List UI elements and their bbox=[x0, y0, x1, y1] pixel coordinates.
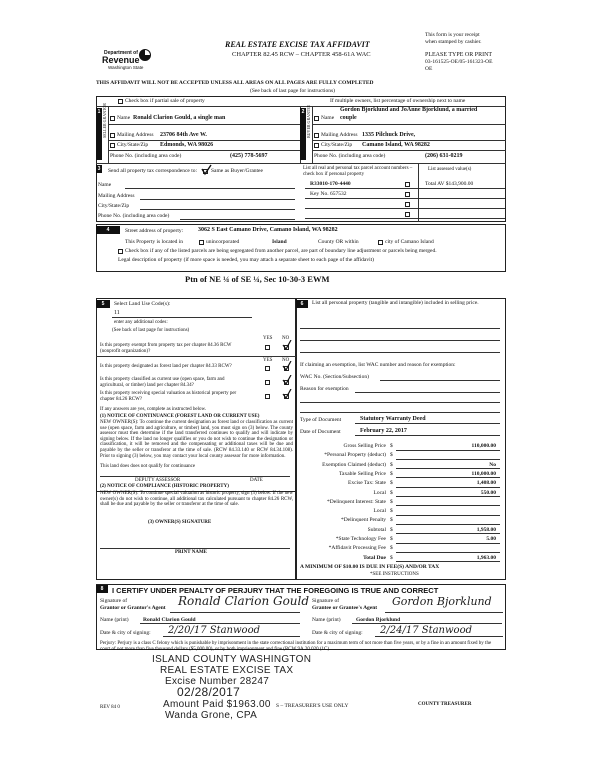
key-number: Key No. 657532 bbox=[310, 191, 347, 197]
stamp-line-2: REAL ESTATE EXCISE TAX bbox=[160, 665, 294, 676]
sale-row-currency: $ bbox=[390, 517, 393, 524]
street-label: Street address of property: bbox=[125, 228, 184, 234]
personal-property-label: List all personal property (tangible and intangible) included in selling price. bbox=[312, 300, 479, 306]
not-accepted-notice: THIS AFFIDAVIT WILL NOT BE ACCEPTED UNLESS ALL AREAS ON ALL PAGES ARE FULLY COMPLETED bbox=[96, 80, 374, 86]
grantor-sig-label-2: Grantor or Grantor's Agent bbox=[100, 605, 166, 611]
corr-phone-label: Phone No. (including area code) bbox=[98, 213, 170, 219]
seller-city-label: City/State/Zip bbox=[117, 142, 149, 148]
grantor-date-city: 2/20/17 Stanwood bbox=[168, 625, 261, 636]
compliance-text: NEW OWNER(S): To continue special valuation as historic property, sign (3) below. If the new owner(s) do not wish to continue, all additional tax calculated pursuant to chapter 84.26 RCW, shall be due and payable by the seller or transferor at the time of sale. bbox=[100, 491, 293, 508]
seller-city: Edmonds, WA 98026 bbox=[160, 142, 214, 148]
seller-mailing-label: Mailing Address bbox=[117, 132, 154, 138]
located-label: This Property is located in bbox=[125, 239, 184, 245]
sale-row-value: 5.00 bbox=[486, 536, 496, 542]
same-as-buyer-label: Same as Buyer/Grantee bbox=[211, 168, 263, 174]
sale-row-currency: $ bbox=[390, 452, 393, 459]
sale-row-currency: $ bbox=[390, 461, 393, 468]
county-name: Island bbox=[272, 239, 287, 245]
unincorporated-label: unincorporated bbox=[206, 239, 240, 245]
forest-question: Is this property designated as forest land per chapter 84.33 RCW? bbox=[100, 364, 232, 369]
sale-row-value: 1,408.00 bbox=[476, 480, 496, 487]
buyer-mailing-label: Mailing Address bbox=[321, 132, 358, 138]
partial-sale-checkbox[interactable] bbox=[118, 99, 123, 104]
form-title: REAL ESTATE EXCISE TAX AFFIDAVIT bbox=[225, 40, 370, 49]
buyer-side-label: BUYER GRANTEE bbox=[306, 104, 311, 138]
stamp-line-5: Amount Paid $1963.00 bbox=[163, 699, 271, 710]
sale-row-label: Gross Selling Price bbox=[343, 443, 386, 449]
check-mark-icon bbox=[282, 340, 292, 350]
grantor-sig-label-1: Signature of bbox=[100, 598, 128, 604]
sale-row-value: 110,000.00 bbox=[471, 443, 496, 449]
doc-type-label: Type of Document bbox=[300, 417, 342, 423]
grantee-signature: Gordon Bjorklund bbox=[392, 595, 492, 608]
grantee-date-city: 2/24/17 Stanwood bbox=[380, 625, 473, 636]
sale-row-currency: $ bbox=[390, 526, 393, 533]
street-address: 3062 S East Camano Drive, Camano Island, WA 98282 bbox=[198, 227, 338, 233]
section-number-8: 8 bbox=[96, 585, 108, 593]
minimum-due-note: A MINIMUM OF $10.00 IS DUE IN FEE(S) AND/OR TAX bbox=[300, 564, 440, 570]
qualify-line: This land does does not qualify for continuance bbox=[100, 464, 196, 469]
sale-row-label: Local bbox=[373, 508, 386, 515]
exempt-question: Is this property exempt from property tax per chapter 84.36 RCW (nonprofit organization)? bbox=[100, 343, 232, 354]
sale-row-label: *Affidavit Processing Fee bbox=[328, 545, 386, 552]
partial-sale-label: Check box if partial sale of property bbox=[125, 98, 205, 104]
sale-row-label: Exemption Claimed (deduct) bbox=[322, 461, 386, 468]
certify-heading: I CERTIFY UNDER PENALTY OF PERJURY THAT THE FOREGOING IS TRUE AND CORRECT bbox=[112, 586, 439, 595]
section-number-4: 4 bbox=[96, 226, 120, 234]
seller-phone-label: Phone No. (including area code) bbox=[110, 153, 182, 159]
doc-type: Statutory Warranty Deed bbox=[360, 416, 426, 422]
buyer-phone: (206) 631-0219 bbox=[425, 153, 463, 159]
seller-mailing: 23706 84th Ave W. bbox=[160, 132, 207, 138]
receipt-note-2: when stamped by cashier. bbox=[425, 39, 482, 45]
section-number-2: 2 bbox=[301, 109, 305, 115]
historic-question: Is this property receiving special valuation as historical property per chapter 84.26 RCW? bbox=[100, 391, 237, 402]
reason-label: Reason for exemption bbox=[300, 386, 349, 392]
form-ids: 03-161525-OE/05-161323-OE bbox=[425, 59, 493, 65]
no-header-1: NO bbox=[282, 336, 290, 341]
buyer-name-label: Name bbox=[321, 115, 335, 121]
multiple-owners-note: If multiple owners, list percentage of ownership next to name bbox=[330, 98, 466, 104]
deputy-assessor-label: DEPUTY ASSESSOR bbox=[135, 478, 181, 483]
sale-row-label: Subtotal bbox=[367, 526, 386, 533]
check-mark-icon bbox=[282, 389, 292, 399]
if-yes-note: If any answers are yes, complete as instructed below. bbox=[100, 407, 207, 412]
continuance-title: (1) NOTICE OF CONTINUANCE (FOREST LAND OR CURRENT USE) bbox=[100, 414, 260, 419]
claim-exemption-label: If claiming an exemption, list WAC number and reason for exemption: bbox=[300, 362, 456, 368]
sale-row-label: *State Technology Fee bbox=[335, 536, 386, 542]
corr-name-label: Name bbox=[98, 182, 112, 188]
sale-row-label: Local bbox=[373, 489, 386, 496]
grantor-name-label: Name (print) bbox=[100, 617, 129, 623]
dor-logo bbox=[100, 48, 160, 72]
grantor-signature: Ronald Clarion Gould bbox=[178, 594, 310, 608]
treasurer-only-label: S – TREASURER'S USE ONLY bbox=[276, 703, 349, 709]
section-number-5: 5 bbox=[96, 300, 110, 308]
seller-side-label: SELLER GRANTOR bbox=[102, 103, 107, 138]
assessed-header: List assessed value(s) bbox=[428, 167, 472, 172]
sale-row-currency: $ bbox=[390, 498, 393, 505]
sale-row-currency: $ bbox=[390, 508, 393, 515]
additional-codes-label: enter any additional codes: bbox=[114, 320, 168, 325]
form-ids-end: OE bbox=[425, 66, 433, 72]
perjury-notice: Perjury: Perjury is a class C felony which is punishable by imprisonment in the state correctional institution for a maximum term of not more than five years, or by a fine in an amount fixed by the court of not more than five thousand dollars ($5,000.00), or by both imprisonment and fine (RCW 9A.20.020 (1C). bbox=[100, 641, 492, 652]
seller-name-label: Name bbox=[117, 115, 131, 121]
grantee-name-label: Name (print) bbox=[312, 617, 341, 623]
logo-line-3: Washington State bbox=[108, 65, 144, 70]
sale-row-label: *Delinquent Penalty bbox=[340, 517, 386, 524]
assessed-value-1: Total AV $143,900.00 bbox=[425, 181, 474, 187]
legal-description: Ptn of NE ¼ of SE ¼, Sec 10-30-3 EWM bbox=[185, 274, 330, 284]
sale-row-currency: $ bbox=[390, 545, 393, 552]
dor-logo-icon bbox=[138, 48, 152, 62]
grantee-sig-label-1: Signature of bbox=[312, 598, 340, 604]
stamp-line-1: ISLAND COUNTY WASHINGTON bbox=[152, 654, 312, 665]
sale-row-value: 1,963.00 bbox=[476, 554, 496, 561]
parcel-number-1: R33010-170-4440 bbox=[310, 181, 351, 187]
open-space-question: Is this property classified as current use (open space, farm and agricultural, or timber) land per chapter 84.34? bbox=[100, 377, 225, 388]
date-label: DATE bbox=[250, 478, 263, 483]
print-note: PLEASE TYPE OR PRINT bbox=[425, 52, 493, 58]
rev-number: REV 84 0 bbox=[100, 705, 120, 710]
stamp-line-4: 02/28/2017 bbox=[177, 685, 241, 699]
parcels-header: List all real and personal tax parcel account numbers – check box if personal property bbox=[303, 166, 413, 177]
compliance-title: (2) NOTICE OF COMPLIANCE (HISTORIC PROPERTY) bbox=[100, 484, 229, 489]
doc-date-label: Date of Document bbox=[300, 429, 341, 435]
sale-row-currency: $ bbox=[390, 536, 393, 542]
owner-signature-label: (3) OWNER(S) SIGNATURE bbox=[148, 520, 212, 525]
continuance-text: NEW OWNER(S): To continue the current designation as forest land or classification as current use (open space, farm and agriculture, or timber) land, you must sign on (3) below. The county assessor must then determine if the land transferred continues to qualify and will indicate by signing below. If the land no longer qualifies or you do not wish to continue the designation or classification, it will be removed and the compensating or additional taxes will be due and payable by the seller or transferor at the time of sale. (RCW 84.33.140 or RCW 84.34.108). Prior to signing (3) below, you may contact your local county assessor for more information. bbox=[100, 420, 293, 459]
buyer-name-line-2: couple bbox=[340, 115, 357, 121]
corr-city-label: City/State/Zip bbox=[98, 203, 130, 209]
sale-row-value: 110,000.00 bbox=[471, 470, 496, 477]
receipt-note-1: This form is your receipt bbox=[425, 32, 480, 38]
section-number-6: 6 bbox=[296, 300, 308, 308]
grantor-date-label: Date & city of signing: bbox=[100, 630, 151, 636]
buyer-city-label: City/State/Zip bbox=[321, 142, 353, 148]
buyer-mailing: 1335 Pilchuck Drive, bbox=[362, 132, 416, 138]
see-back-note: (See back of last page for instructions) bbox=[250, 88, 335, 94]
wac-label: WAC No. (Section/Subsection) bbox=[300, 374, 369, 380]
yes-header-2: YES bbox=[263, 358, 273, 363]
sale-row-value: 1,958.00 bbox=[476, 526, 496, 533]
sale-row-label: Taxable Selling Price bbox=[339, 470, 386, 477]
sale-row-currency: $ bbox=[390, 480, 393, 487]
form-chapter: CHAPTER 82.45 RCW – CHAPTER 458-61A WAC bbox=[232, 51, 371, 58]
grantee-name: Gordon Bjorklund bbox=[356, 617, 401, 623]
print-name-label: PRINT NAME bbox=[175, 550, 207, 555]
section-number-3: 3 bbox=[97, 166, 101, 172]
grantee-date-label: Date & city of signing: bbox=[312, 630, 363, 636]
sale-row-value: No bbox=[489, 461, 496, 468]
sale-row-currency: $ bbox=[390, 443, 393, 449]
no-header-2: NO bbox=[282, 358, 290, 363]
buyer-name-line-1: Gordon Bjorklund and JoAnne Bjorklund, a married bbox=[340, 107, 478, 113]
sale-row-label: *Delinquent Interest: State bbox=[327, 498, 386, 505]
see-instructions-note: *SEE INSTRUCTIONS bbox=[370, 572, 419, 577]
sale-row-currency: $ bbox=[390, 489, 393, 496]
stamp-line-3: Excise Number 28247 bbox=[165, 676, 270, 687]
county-or-within: County OR within bbox=[318, 239, 359, 245]
yes-header-1: YES bbox=[263, 336, 273, 341]
logo-line-1: Department of bbox=[104, 50, 138, 56]
seller-name: Ronald Clarion Gould, a single man bbox=[133, 115, 226, 121]
grantor-name: Ronald Clarion Gould bbox=[143, 617, 196, 623]
county-treasurer-label: COUNTY TREASURER bbox=[418, 702, 472, 707]
stamp-line-6: Wanda Grone, CPA bbox=[165, 710, 258, 721]
land-use-code: 11 bbox=[114, 310, 120, 316]
land-use-see-back: (See back of last page for instructions) bbox=[112, 328, 190, 333]
grantee-sig-label-2: Grantee or Grantee's Agent bbox=[312, 605, 378, 611]
buyer-city: Camano Island, WA 98282 bbox=[362, 142, 430, 148]
sale-row-label: Excise Tax: State bbox=[347, 480, 386, 487]
sale-row-value: 550.00 bbox=[480, 489, 496, 496]
sale-row-currency: $ bbox=[390, 554, 393, 561]
sale-row-label: *Personal Property (deduct) bbox=[324, 452, 386, 459]
sale-row-label: Total Due bbox=[363, 554, 386, 561]
city-label: city of Camano Island bbox=[385, 239, 434, 245]
corr-mailing-label: Mailing Address bbox=[98, 193, 135, 199]
logo-line-2: Revenue bbox=[102, 55, 140, 65]
segregated-note: Check box if any of the listed parcels are being segregated from another parcel, are part of boundary line adjustment or parcels being merged. bbox=[125, 248, 437, 254]
sale-row-currency: $ bbox=[390, 470, 393, 477]
land-use-select-label: Select Land Use Code(s): bbox=[114, 301, 171, 307]
check-mark-icon bbox=[282, 361, 292, 371]
buyer-phone-label: Phone No. (including area code) bbox=[314, 153, 386, 159]
seller-phone: (425) 778-5697 bbox=[230, 153, 268, 159]
legal-label: Legal description of property (if more space is needed, you may attach a separate sheet to each page of the affidavit) bbox=[118, 257, 374, 263]
doc-date: February 22, 2017 bbox=[360, 428, 407, 434]
check-mark-icon bbox=[282, 375, 292, 385]
section-number-1: 1 bbox=[97, 109, 101, 115]
send-correspondence-label: Send all property tax correspondence to: bbox=[108, 168, 198, 174]
